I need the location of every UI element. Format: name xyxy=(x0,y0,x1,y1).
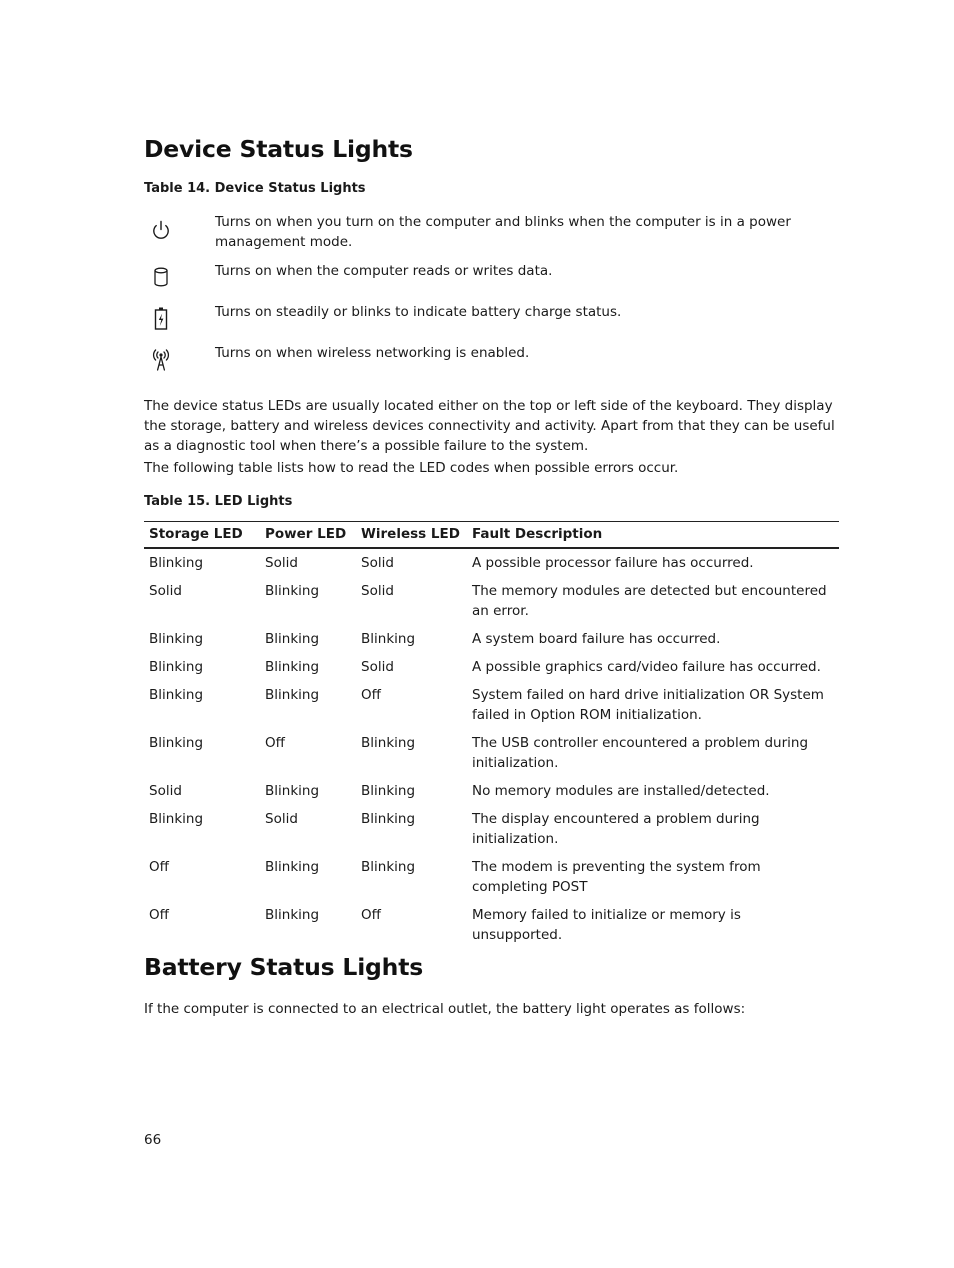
power-led-cell: Blinking xyxy=(265,907,320,923)
power-led-cell: Blinking xyxy=(265,783,320,799)
wireless-led-cell: Solid xyxy=(361,583,394,599)
battery-status-lights-heading: Battery Status Lights xyxy=(144,953,424,981)
wireless-led-cell: Solid xyxy=(361,555,394,571)
storage-led-cell: Blinking xyxy=(149,811,204,827)
table-15-caption: Table 15. LED Lights xyxy=(144,494,293,509)
table-row xyxy=(144,681,839,729)
wireless-led-cell: Blinking xyxy=(361,783,416,799)
storage-led-cell: Blinking xyxy=(149,659,204,675)
wireless-led-cell: Off xyxy=(361,907,381,923)
table-row xyxy=(144,577,839,625)
fault-description-cell: The display encountered a problem during initialization. xyxy=(472,811,760,847)
table-row xyxy=(144,548,839,577)
header-fault-description: Fault Description xyxy=(467,522,839,549)
device-status-lights-heading: Device Status Lights xyxy=(144,135,413,163)
led-location-paragraph: The device status LEDs are usually located either on the top or left side of the keyboard. They display the storage, battery and wireless devices connectivity and activity. Apart from that they can be useful as a diagnostic tool when there’s a possible failure to the system. xyxy=(144,398,835,454)
power-led-cell: Blinking xyxy=(265,859,320,875)
power-led-cell: Blinking xyxy=(265,583,320,599)
table-row xyxy=(144,625,839,653)
power-led-cell: Off xyxy=(265,735,285,751)
power-led-cell: Blinking xyxy=(265,659,320,675)
wireless-led-cell: Solid xyxy=(361,659,394,675)
wireless-led-cell: Off xyxy=(361,687,381,703)
status-text-wireless: Turns on when wireless networking is enabled. xyxy=(215,345,530,361)
battery-intro-paragraph: If the computer is connected to an electrical outlet, the battery light operates as follows: xyxy=(144,1001,746,1017)
table-row xyxy=(144,653,839,681)
wireless-led-cell: Blinking xyxy=(361,811,416,827)
fault-description-cell: A possible processor failure has occurred. xyxy=(472,555,754,571)
table-row xyxy=(144,729,839,777)
fault-description-cell: System failed on hard drive initialization OR System failed in Option ROM initialization. xyxy=(472,687,824,723)
led-table-intro-paragraph: The following table lists how to read the LED codes when possible errors occur. xyxy=(144,460,679,476)
power-led-cell: Blinking xyxy=(265,687,320,703)
table-header-row xyxy=(144,522,839,549)
fault-description-cell: A possible graphics card/video failure has occurred. xyxy=(472,659,821,675)
storage-led-cell: Off xyxy=(149,907,169,923)
fault-description-cell: The modem is preventing the system from completing POST xyxy=(472,859,761,895)
storage-led-cell: Blinking xyxy=(149,735,204,751)
storage-led-cell: Blinking xyxy=(149,687,204,703)
wireless-led-cell: Blinking xyxy=(361,735,416,751)
power-icon xyxy=(149,218,173,244)
led-lights-table xyxy=(144,521,839,949)
power-led-cell: Blinking xyxy=(265,631,320,647)
storage-led-cell: Blinking xyxy=(149,555,204,571)
power-led-cell: Solid xyxy=(265,811,298,827)
table-row xyxy=(144,901,839,949)
storage-led-cell: Off xyxy=(149,859,169,875)
header-power-led: Power LED xyxy=(260,522,356,549)
status-text-power: Turns on when you turn on the computer and blinks when the computer is in a power management mode. xyxy=(215,214,791,250)
wireless-led-cell: Blinking xyxy=(361,631,416,647)
table-row xyxy=(144,853,839,901)
fault-description-cell: No memory modules are installed/detected. xyxy=(472,783,770,799)
fault-description-cell: A system board failure has occurred. xyxy=(472,631,721,647)
page-number: 66 xyxy=(144,1132,162,1148)
status-text-storage: Turns on when the computer reads or writes data. xyxy=(215,263,553,279)
table-row xyxy=(144,777,839,805)
fault-description-cell: The USB controller encountered a problem during initialization. xyxy=(472,735,809,771)
fault-description-cell: The memory modules are detected but encountered an error. xyxy=(472,583,827,619)
status-text-battery: Turns on steadily or blinks to indicate battery charge status. xyxy=(215,304,622,320)
fault-description-cell: Memory failed to initialize or memory is unsupported. xyxy=(472,907,741,943)
header-storage-led: Storage LED xyxy=(144,522,260,549)
power-led-cell: Solid xyxy=(265,555,298,571)
storage-led-cell: Solid xyxy=(149,583,182,599)
storage-led-cell: Solid xyxy=(149,783,182,799)
wireless-icon xyxy=(149,347,173,373)
header-wireless-led: Wireless LED xyxy=(356,522,467,549)
table-14-caption: Table 14. Device Status Lights xyxy=(144,181,366,196)
storage-led-cell: Blinking xyxy=(149,631,204,647)
storage-icon xyxy=(149,265,173,291)
table-row xyxy=(144,805,839,853)
wireless-led-cell: Blinking xyxy=(361,859,416,875)
battery-icon xyxy=(149,306,173,332)
